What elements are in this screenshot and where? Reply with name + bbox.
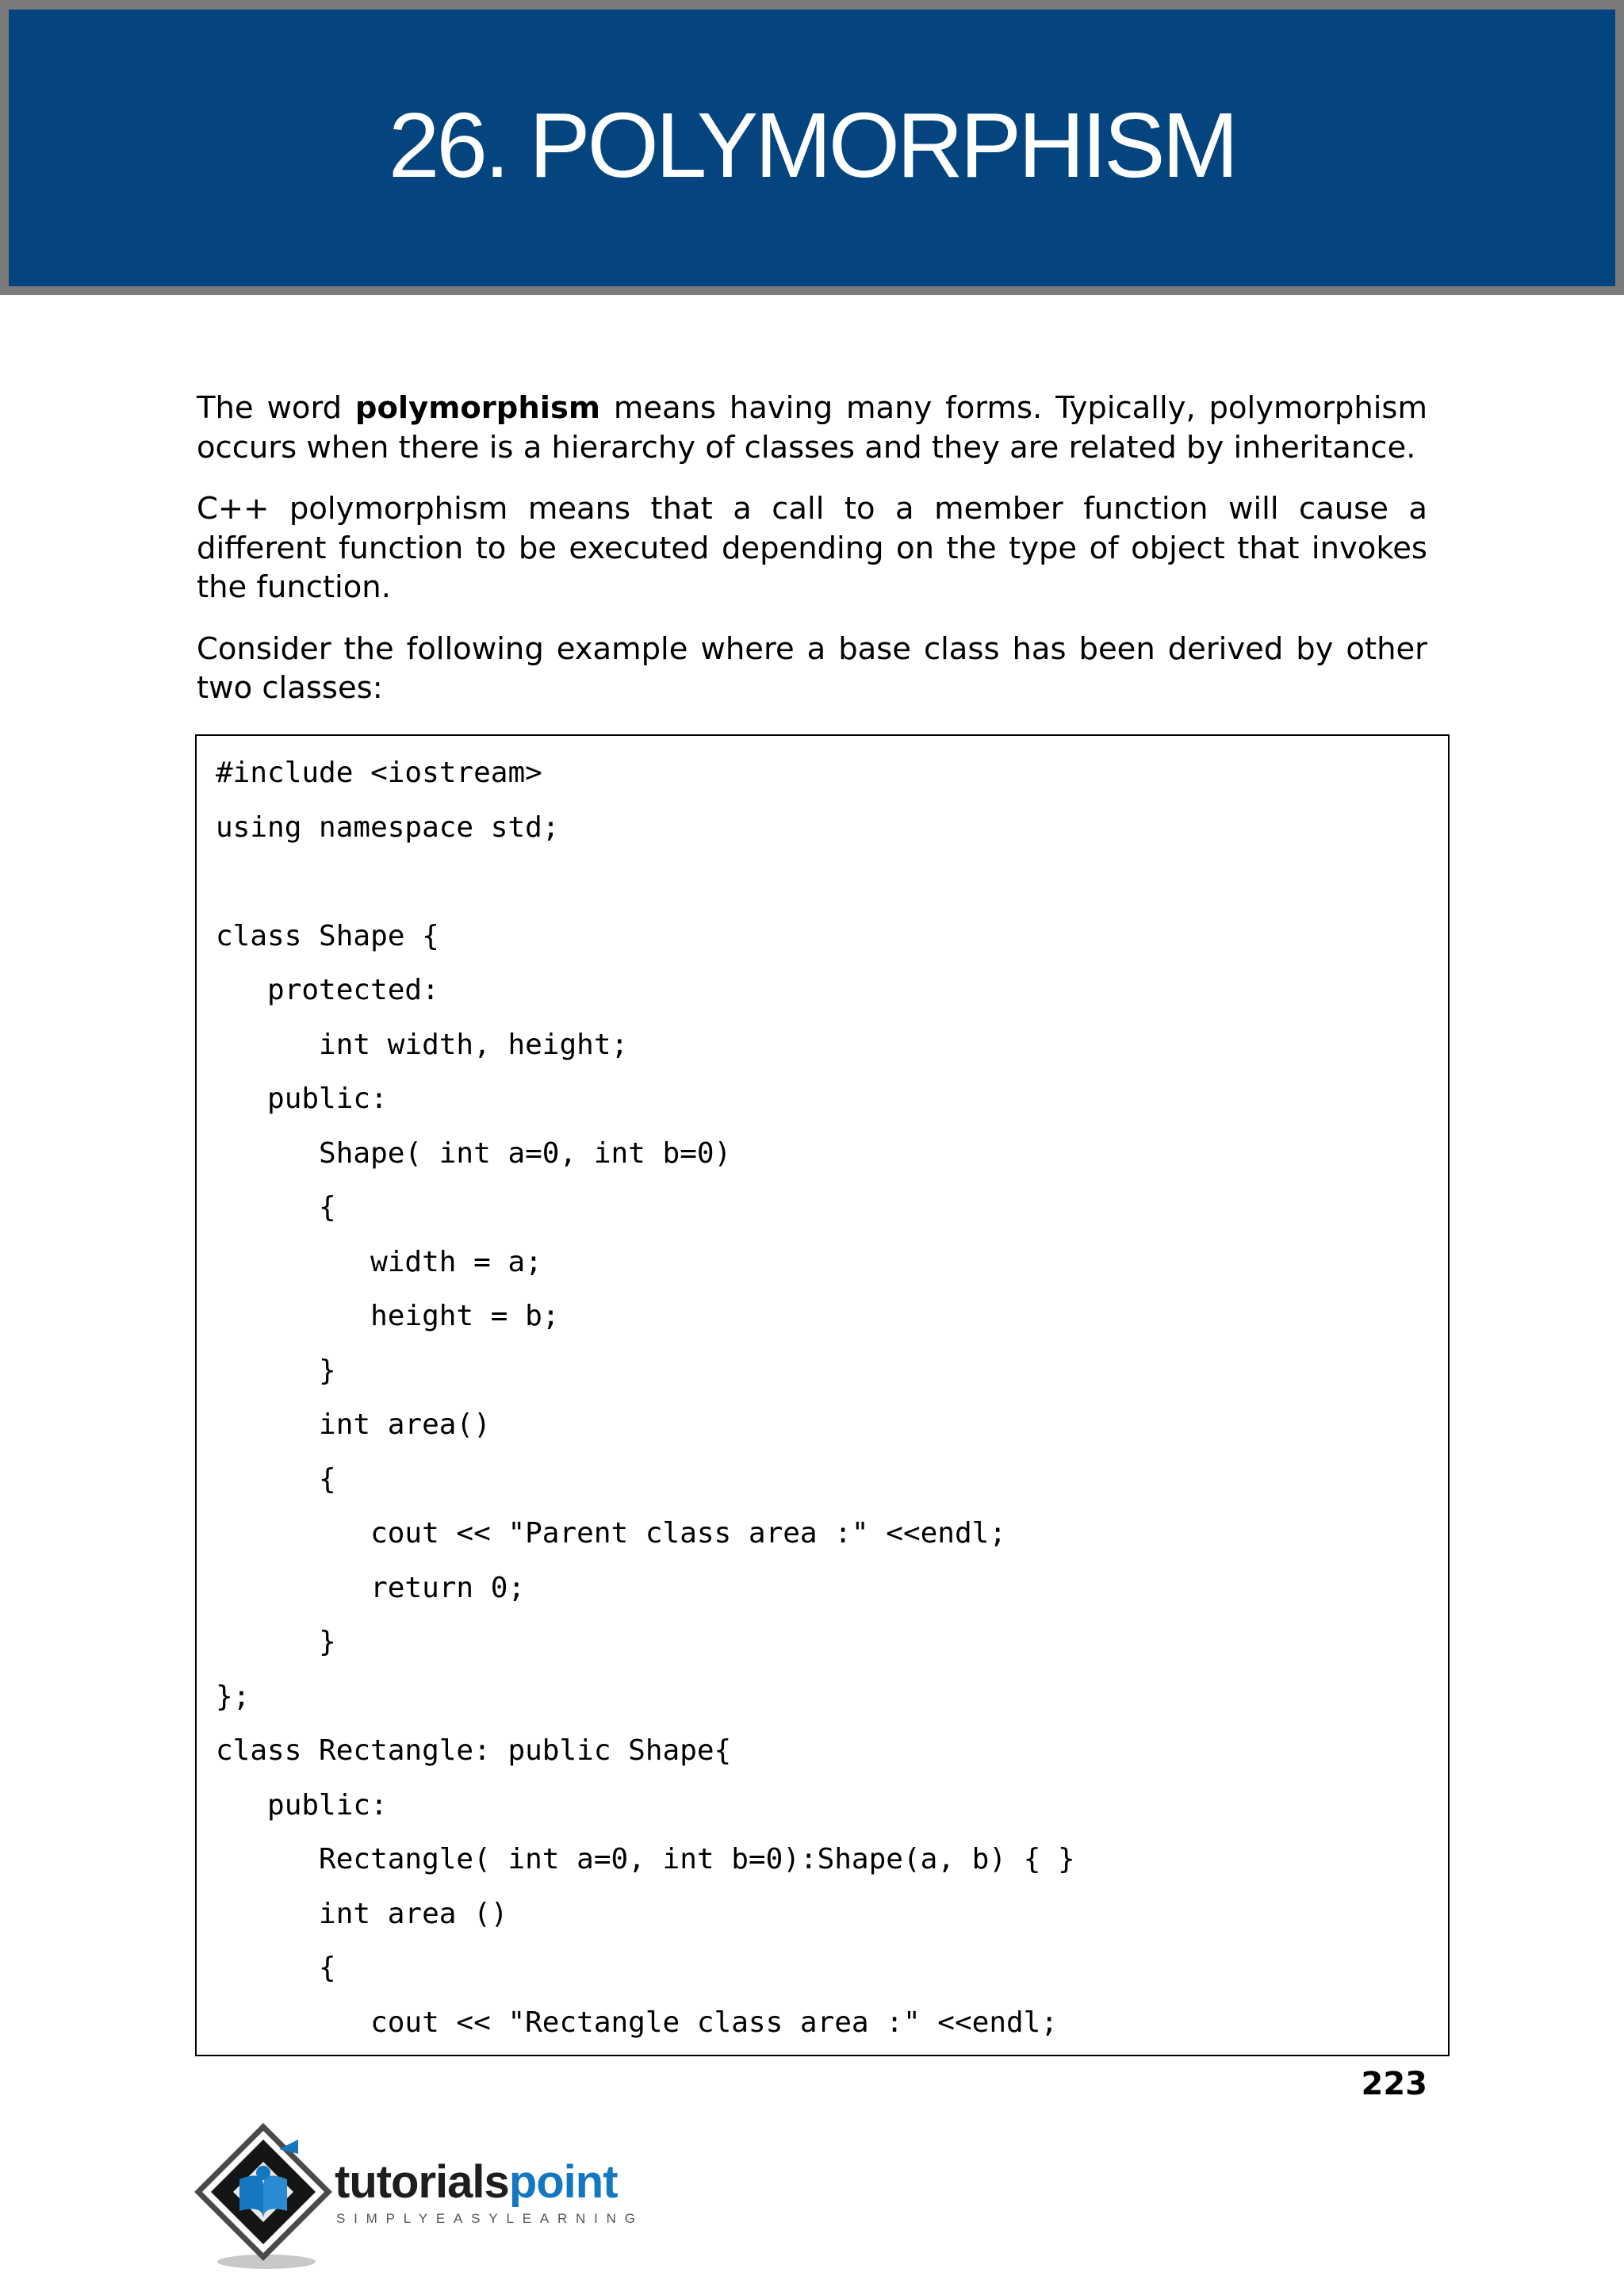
code-line: class Shape { xyxy=(216,919,439,952)
code-line: width = a; xyxy=(216,1245,542,1278)
code-line: } xyxy=(216,1626,336,1658)
code-line: { xyxy=(216,1952,336,1984)
code-line: class Rectangle: public Shape{ xyxy=(216,1734,732,1767)
code-line: protected: xyxy=(216,974,439,1006)
code-line: cout << "Rectangle class area :" <<endl; xyxy=(216,2006,1059,2039)
code-block xyxy=(195,734,1450,2056)
intro-p1-end: means having many forms. Typically, polymorphism occurs when there is a hierarchy of classes and they are related by inheritance. xyxy=(197,390,1427,466)
code-line: int width, height; xyxy=(216,1028,629,1061)
tutorialspoint-logo xyxy=(193,2122,685,2273)
code-line: height = b; xyxy=(216,1300,560,1332)
code-line: using namespace std; xyxy=(216,810,560,844)
logo-word-point: point xyxy=(508,2156,618,2208)
intro-p1-start: The word xyxy=(197,390,355,426)
intro-paragraph-3: Consider the following example where a base class has been derived by other two classes: xyxy=(197,630,1427,706)
logo-word-tutorials: tutorials xyxy=(335,2156,509,2208)
logo-diamond-icon xyxy=(193,2122,336,2273)
code-line: Rectangle( int a=0, int b=0):Shape(a, b) { } xyxy=(216,1843,1075,1875)
term-polymorphism: polymorphism xyxy=(354,390,600,426)
code-line: } xyxy=(216,1354,336,1387)
chapter-banner xyxy=(0,0,1624,295)
intro-paragraph-1 xyxy=(197,389,1427,467)
code-line: public: xyxy=(216,1082,388,1115)
code-line: int area () xyxy=(216,1897,508,1930)
code-line xyxy=(216,862,1448,917)
code-line: #include <iostream> xyxy=(216,757,542,789)
code-line: int area() xyxy=(216,1408,491,1441)
logo-wordmark xyxy=(335,2157,618,2208)
code-line: return 0; xyxy=(216,1571,526,1604)
code-line: Shape( int a=0, int b=0) xyxy=(216,1136,732,1170)
logo-tagline: SIMPLYEASYLEARNING xyxy=(336,2211,644,2226)
intro-paragraph-2: C++ polymorphism means that a call to a member function will cause a different function to be executed depending on the type of object that invokes the function. xyxy=(197,491,1427,605)
chapter-title: 26. POLYMORPHISM xyxy=(388,93,1236,197)
code-line: cout << "Parent class area :" <<endl; xyxy=(216,1517,1006,1550)
code-line: { xyxy=(216,1462,336,1496)
code-line: }; xyxy=(216,1680,251,1713)
page-number: 223 xyxy=(1361,2066,1427,2102)
code-line: public: xyxy=(216,1788,388,1822)
intro-text xyxy=(197,389,1427,730)
code-line: { xyxy=(216,1191,336,1224)
